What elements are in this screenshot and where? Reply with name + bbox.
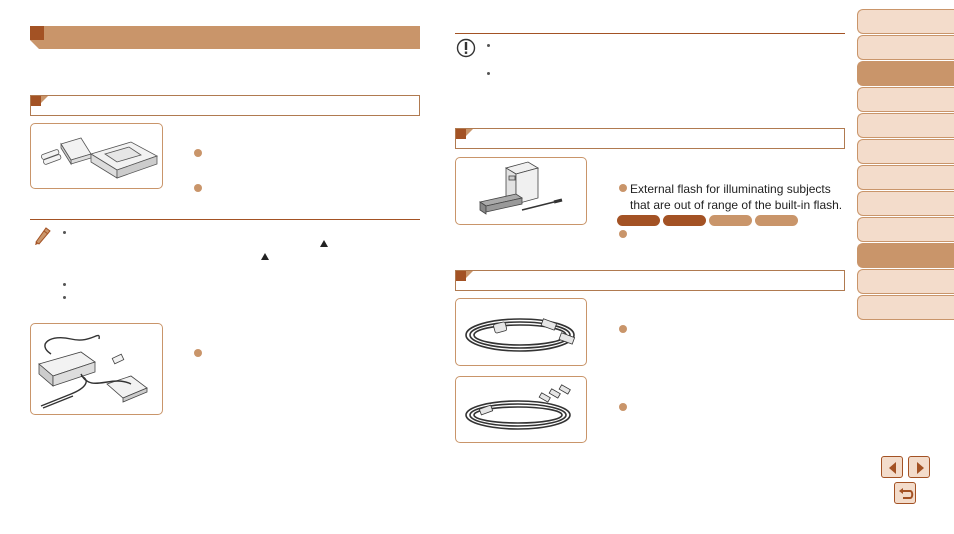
title-marker (30, 26, 44, 40)
arrow-left-icon (882, 457, 904, 479)
battery-charger-image (30, 123, 163, 189)
mode-badge (755, 215, 798, 226)
triangle-icon (320, 240, 328, 247)
nav-tab-12[interactable] (857, 295, 954, 320)
section-marker (456, 129, 466, 139)
section-header-power (30, 95, 420, 116)
nav-tab-4[interactable] (857, 87, 954, 112)
bullet-dot (194, 184, 202, 192)
nav-tab-7[interactable] (857, 165, 954, 190)
ac-adapter-kit-image (30, 323, 163, 415)
section-header-flash (455, 128, 845, 149)
page-title-bar (30, 26, 420, 49)
usb-cable-image (455, 298, 587, 366)
section-corner (466, 271, 473, 278)
note-bullet (63, 231, 66, 234)
note-bullet (63, 283, 66, 286)
pencil-icon (32, 224, 52, 246)
return-icon (895, 483, 917, 505)
triangle-icon (261, 253, 269, 260)
caution-bullet (487, 44, 490, 47)
mode-badge (709, 215, 752, 226)
nav-tab-2[interactable] (857, 35, 954, 60)
nav-tab-9[interactable] (857, 217, 954, 242)
caution-bullet (487, 72, 490, 75)
bullet-dot (194, 349, 202, 357)
nav-tab-5[interactable] (857, 113, 954, 138)
mode-badge (617, 215, 660, 226)
next-page-button[interactable] (908, 456, 930, 478)
bullet-dot (194, 149, 202, 157)
nav-tab-6[interactable] (857, 139, 954, 164)
av-cable-image (455, 376, 587, 443)
caution-divider (455, 33, 845, 34)
arrow-right-icon (909, 457, 931, 479)
section-corner (466, 129, 473, 136)
nav-tab-10[interactable] (857, 243, 954, 268)
nav-tab-1[interactable] (857, 9, 954, 34)
section-marker (31, 96, 41, 106)
bullet-dot (619, 184, 627, 192)
mode-badge (663, 215, 706, 226)
exclamation-icon (456, 38, 476, 58)
flash-unit-image (455, 157, 587, 225)
note-bullet (63, 296, 66, 299)
section-marker (456, 271, 466, 281)
bullet-dot (619, 325, 627, 333)
note-divider (30, 219, 420, 220)
title-corner (30, 40, 39, 49)
nav-tab-3[interactable] (857, 61, 954, 86)
flash-description: External flash for illuminating subjects that are out of range of the built-in flash. (630, 182, 843, 212)
return-button[interactable] (894, 482, 916, 504)
section-corner (41, 96, 48, 103)
bullet-dot (619, 230, 627, 238)
prev-page-button[interactable] (881, 456, 903, 478)
nav-tab-8[interactable] (857, 191, 954, 216)
section-header-cables (455, 270, 845, 291)
nav-tab-11[interactable] (857, 269, 954, 294)
bullet-dot (619, 403, 627, 411)
